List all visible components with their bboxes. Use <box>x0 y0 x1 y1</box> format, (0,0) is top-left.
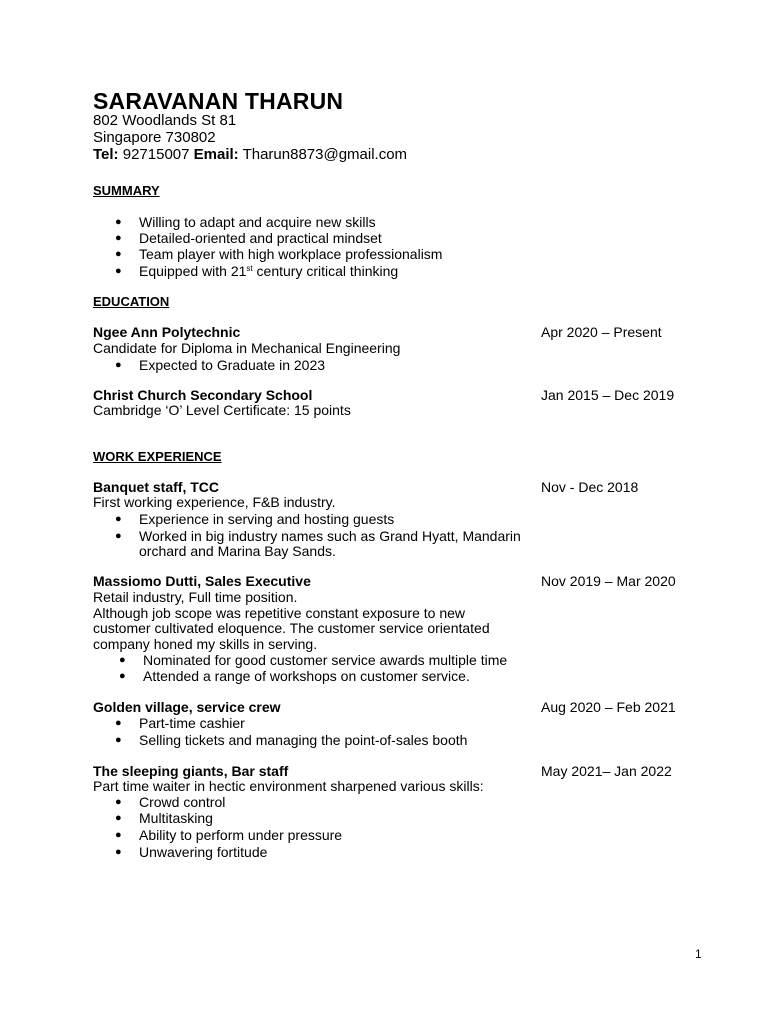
bullet-marker: ● <box>115 265 122 277</box>
education-institution: Christ Church Secondary School <box>93 387 313 403</box>
job-bullet: Experience in serving and hosting guests <box>139 511 395 527</box>
education-detail: Candidate for Diploma in Mechanical Engineering <box>93 340 401 356</box>
address-line-2: Singapore 730802 <box>93 129 216 146</box>
job-bullet: Unwavering fortitude <box>139 844 268 860</box>
bullet-marker: ● <box>119 654 126 666</box>
job-bullet: Part-time cashier <box>139 715 245 731</box>
job-bullet-continuation: orchard and Marina Bay Sands. <box>139 543 336 559</box>
education-bullet: Expected to Graduate in 2023 <box>139 357 326 373</box>
ordinal-superscript: st <box>246 264 253 273</box>
education-heading: EDUCATION <box>93 294 170 309</box>
summary-item: Detailed-oriented and practical mindset <box>139 230 382 246</box>
bullet-marker: ● <box>115 717 122 729</box>
summary-item: Equipped with 21st century critical thinking <box>139 263 399 279</box>
education-date: Apr 2020 – Present <box>541 324 662 340</box>
bullet-marker: ● <box>119 670 126 682</box>
job-date: Nov - Dec 2018 <box>541 479 639 495</box>
job-title: The sleeping giants, Bar staff <box>93 763 289 779</box>
email-label: Email: <box>193 146 239 163</box>
bullet-marker: ● <box>115 796 122 808</box>
bullet-marker: ● <box>115 829 122 841</box>
bullet-marker: ● <box>115 359 122 371</box>
bullet-marker: ● <box>115 248 122 260</box>
education-date: Jan 2015 – Dec 2019 <box>541 387 675 403</box>
bullet-marker: ● <box>115 846 122 858</box>
bullet-marker: ● <box>115 530 122 542</box>
job-description: First working experience, F&B industry. <box>93 494 336 510</box>
bullet-marker: ● <box>115 734 122 746</box>
education-institution: Ngee Ann Polytechnic <box>93 324 241 340</box>
job-description: Although job scope was repetitive constant exposure to new <box>93 605 466 621</box>
job-bullet: Selling tickets and managing the point-of-sales booth <box>139 732 468 748</box>
summary-item: Willing to adapt and acquire new skills <box>139 214 376 230</box>
bullet-marker: ● <box>115 232 122 244</box>
page-number: 1 <box>695 947 702 961</box>
job-bullet: Nominated for good customer service awards multiple time <box>143 652 508 668</box>
job-title: Banquet staff, TCC <box>93 479 219 495</box>
job-date: May 2021– Jan 2022 <box>541 763 672 779</box>
contact-line <box>93 146 407 163</box>
candidate-name: SARAVANAN THARUN <box>93 88 344 114</box>
job-bullet: Attended a range of workshops on customer service. <box>143 668 470 684</box>
summary-heading: SUMMARY <box>93 183 160 198</box>
bullet-marker: ● <box>115 216 122 228</box>
bullet-marker: ● <box>115 513 122 525</box>
summary-item: Team player with high workplace professionalism <box>139 246 443 262</box>
address-line-1: 802 Woodlands St 81 <box>93 112 237 129</box>
job-date: Nov 2019 – Mar 2020 <box>541 573 676 589</box>
job-description: Retail industry, Full time position. <box>93 589 298 605</box>
job-description: Part time waiter in hectic environment sharpened various skills: <box>93 778 484 794</box>
job-bullet: Multitasking <box>139 810 213 826</box>
job-description: company honed my skills in serving. <box>93 636 318 652</box>
job-title: Massiomo Dutti, Sales Executive <box>93 573 311 589</box>
work-experience-heading: WORK EXPERIENCE <box>93 449 222 464</box>
job-bullet: Worked in big industry names such as Grand Hyatt, Mandarin <box>139 528 521 544</box>
job-description: customer cultivated eloquence. The customer service orientated <box>93 620 490 636</box>
email-value: Tharun8873@gmail.com <box>242 146 408 163</box>
job-title: Golden village, service crew <box>93 699 281 715</box>
job-bullet: Crowd control <box>139 794 226 810</box>
job-date: Aug 2020 – Feb 2021 <box>541 699 676 715</box>
bullet-marker: ● <box>115 812 122 824</box>
job-bullet: Ability to perform under pressure <box>139 827 343 843</box>
tel-value: 92715007 <box>122 146 190 163</box>
education-detail: Cambridge ‘O’ Level Certificate: 15 points <box>93 402 351 418</box>
tel-label: Tel: <box>93 146 119 163</box>
